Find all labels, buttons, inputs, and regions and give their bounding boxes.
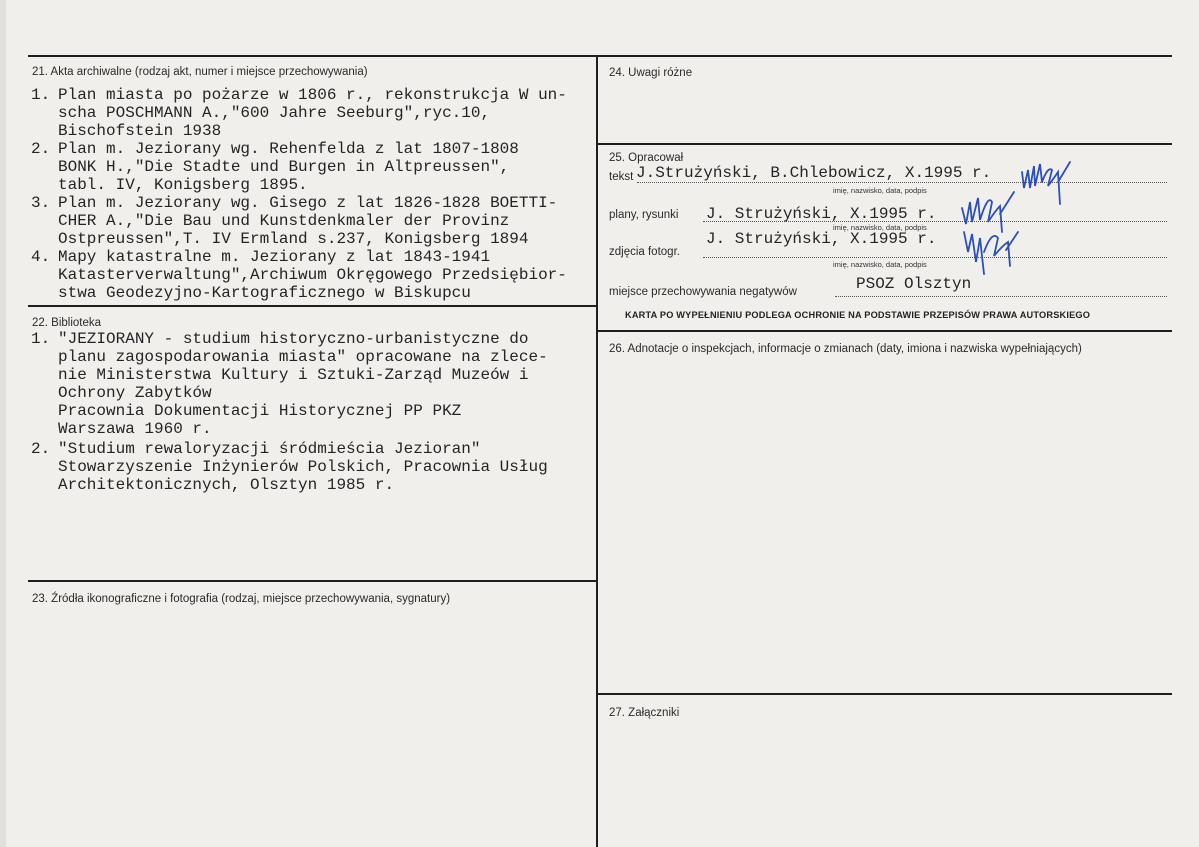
copyright-note: KARTA PO WYPEŁNIENIU PODLEGA OCHRONIE NA PODSTAWIE PRZEPISÓW PRAWA AUTORSKIEGO xyxy=(625,310,1091,320)
section-26-header: 26. Adnotacje o inspekcjach, informacje o zmianach (daty, imiona i nazwiska wypełniających) xyxy=(609,343,1082,355)
entry-text: Katasterverwaltung",Archiwum Okręgowego Przedsiębior- xyxy=(58,266,567,284)
entry-number: 4. xyxy=(31,248,51,266)
typed-line xyxy=(31,86,567,104)
entry-text: Bischofstein 1938 xyxy=(58,122,222,140)
section-21-entries xyxy=(31,86,567,302)
entry-text: planu zagospodarowania miasta" opracowane na zlece- xyxy=(58,348,548,366)
typed-line xyxy=(31,158,567,176)
zdjecia-caption: imię, nazwisko, data, podpis xyxy=(833,260,927,269)
typed-line xyxy=(31,366,548,384)
section-21-header: 21. Akta archiwalne (rodzaj akt, numer i miejsce przechowywania) xyxy=(32,66,368,78)
section-23-header: 23. Źródła ikonograficzne i fotografia (rodzaj, miejsce przechowywania, sygnatury) xyxy=(32,593,451,605)
entry-number: 2. xyxy=(31,440,51,458)
entry-text: "Studium rewaloryzacji śródmieścia Jezioran" xyxy=(58,440,481,458)
plany-caption: imię, nazwisko, data, podpis xyxy=(833,223,927,232)
entry-number: 3. xyxy=(31,194,51,212)
typed-line xyxy=(31,476,548,494)
rule-s25-s26 xyxy=(597,330,1172,332)
plany-label: plany, rysunki xyxy=(609,209,679,221)
typed-line xyxy=(31,330,548,348)
entry-text: BONK H.,"Die Stadte und Burgen in Altpreussen", xyxy=(58,158,510,176)
typed-line xyxy=(31,440,548,458)
section-24-header: 24. Uwagi różne xyxy=(609,67,693,79)
zdjecia-line xyxy=(703,257,1167,258)
card-edge xyxy=(0,0,6,847)
typed-line xyxy=(31,402,548,420)
rule-s21-s22 xyxy=(28,305,597,307)
rule-s24-s25 xyxy=(597,143,1172,145)
zdjecia-label: zdjęcia fotogr. xyxy=(609,246,680,258)
typed-line xyxy=(31,194,567,212)
entry-text: Architektonicznych, Olsztyn 1985 r. xyxy=(58,476,395,494)
entry-text: Stowarzyszenie Inżynierów Polskich, Pracownia Usług xyxy=(58,458,548,476)
entry-number: 2. xyxy=(31,140,51,158)
tekst-value: J.Strużyński, B.Chlebowicz, X.1995 r. xyxy=(636,164,992,182)
typed-line xyxy=(31,458,548,476)
entry-text: Warszawa 1960 r. xyxy=(58,420,212,438)
zdjecia-value: J. Strużyński, X.1995 r. xyxy=(706,230,937,248)
typed-line xyxy=(31,348,548,366)
entry-text: "JEZIORANY - studium historyczno-urbanistyczne do xyxy=(58,330,529,348)
typed-line xyxy=(31,212,567,230)
entry-text: Plan m. Jeziorany wg. Gisego z lat 1826-1828 BOETTI- xyxy=(58,194,558,212)
typed-line xyxy=(31,384,548,402)
section-22-entry-2 xyxy=(31,440,548,494)
typed-line xyxy=(31,140,567,158)
rule-s26-s27 xyxy=(597,693,1172,695)
typed-line xyxy=(31,230,567,248)
entry-text: Pracownia Dokumentacji Historycznej PP PKZ xyxy=(58,402,462,420)
typed-line xyxy=(31,122,567,140)
section-22-entry-1 xyxy=(31,330,548,438)
center-rule xyxy=(596,56,598,847)
entry-text: Ostpreussen",T. IV Ermland s.237, Konigsberg 1894 xyxy=(58,230,529,248)
typed-line xyxy=(31,248,567,266)
entry-text: nie Ministerstwa Kultury i Sztuki-Zarząd Muzeów i xyxy=(58,366,529,384)
entry-text: Mapy katastralne m. Jeziorany z lat 1843-1941 xyxy=(58,248,491,266)
top-rule xyxy=(28,55,1172,57)
signature-3 xyxy=(958,222,1028,282)
tekst-label: tekst xyxy=(609,171,634,183)
negatywy-line xyxy=(835,296,1167,297)
typed-line xyxy=(31,104,567,122)
entry-text: CHER A.,"Die Bau und Kunstdenkmaler der Provinz xyxy=(58,212,510,230)
entry-number: 1. xyxy=(31,86,51,104)
tekst-caption: imię, nazwisko, data, podpis xyxy=(833,186,927,195)
plany-value: J. Strużyński, X.1995 r. xyxy=(706,205,937,223)
section-25-header: 25. Opracował xyxy=(609,152,684,164)
entry-text: tabl. IV, Konigsberg 1895. xyxy=(58,176,308,194)
tekst-line xyxy=(637,182,1167,183)
negatywy-value: PSOZ Olsztyn xyxy=(856,275,972,293)
entry-text: Plan m. Jeziorany wg. Rehenfelda z lat 1807-1808 xyxy=(58,140,519,158)
entry-number: 1. xyxy=(31,330,51,348)
entry-text: Plan miasta po pożarze w 1806 r., rekonstrukcja W un- xyxy=(58,86,567,104)
section-22-header: 22. Biblioteka xyxy=(32,317,102,329)
section-27-header: 27. Załączniki xyxy=(609,707,680,719)
negatywy-label: miejsce przechowywania negatywów xyxy=(609,286,797,298)
typed-line xyxy=(31,176,567,194)
entry-text: scha POSCHMANN A.,"600 Jahre Seeburg",ryc.10, xyxy=(58,104,491,122)
typed-line xyxy=(31,420,548,438)
entry-text: Ochrony Zabytków xyxy=(58,384,212,402)
rule-s22-s23 xyxy=(28,580,597,582)
entry-text: stwa Geodezyjno-Kartograficznego w Biskupcu xyxy=(58,284,471,302)
typed-line xyxy=(31,284,567,302)
typed-line xyxy=(31,266,567,284)
